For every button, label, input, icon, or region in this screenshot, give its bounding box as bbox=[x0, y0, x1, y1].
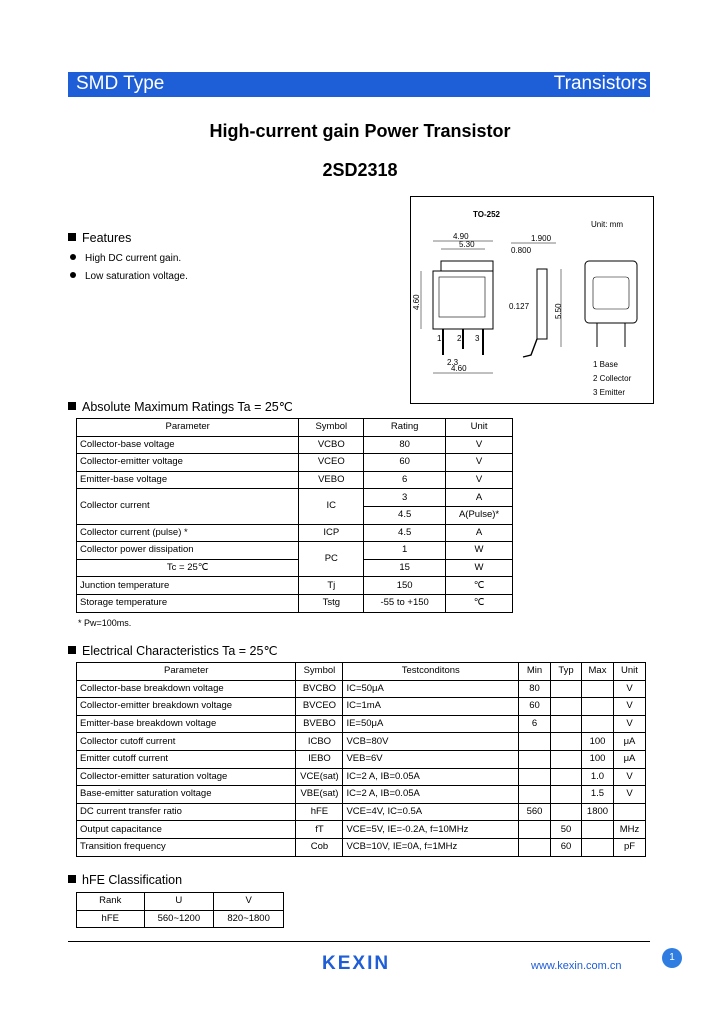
square-bullet-icon bbox=[68, 233, 76, 241]
pin-legend: 3 Emitter bbox=[593, 388, 626, 397]
table-row: Emitter-base voltage VEBO 6 V bbox=[77, 471, 513, 489]
dim-label: 0.127 bbox=[509, 302, 530, 311]
table-row: Collector-emitter voltage VCEO 60 V bbox=[77, 454, 513, 472]
table-row: Rank U V bbox=[77, 893, 284, 911]
bullet-icon bbox=[70, 272, 76, 278]
table-row: Collector-base breakdown voltage BVCBO IC=50μA 80 V bbox=[77, 680, 646, 698]
elec-table bbox=[76, 662, 646, 857]
table-row: Storage temperature Tstg -55 to +150 ℃ bbox=[77, 594, 513, 612]
table-header-row: Parameter Symbol Rating Unit bbox=[77, 419, 513, 437]
table-row: Collector current IC 3 A bbox=[77, 489, 513, 507]
table-row: Collector-base voltage VCBO 80 V bbox=[77, 436, 513, 454]
package-outline-diagram bbox=[411, 197, 653, 403]
header-category: SMD Type bbox=[76, 73, 165, 94]
abs-max-table bbox=[76, 418, 513, 613]
dim-label: 0.800 bbox=[511, 246, 532, 255]
table-row: hFE 560~1200 820~1800 bbox=[77, 910, 284, 928]
table-row: Emitter cutoff current IEBO VEB=6V 100 μA bbox=[77, 750, 646, 768]
table-row: DC current transfer ratio hFE VCE=4V, IC=0.5A 560 1800 bbox=[77, 803, 646, 821]
hfe-heading: hFE Classification bbox=[68, 873, 182, 887]
package-drawing bbox=[410, 196, 654, 404]
dim-label: 4.60 bbox=[412, 294, 421, 310]
table-header-row: Parameter Symbol Testconditons Min Typ Max Unit bbox=[77, 663, 646, 681]
bullet-icon bbox=[70, 254, 76, 260]
table-row: Collector cutoff current ICBO VCB=80V 100 μA bbox=[77, 733, 646, 751]
dim-label: 4.90 bbox=[453, 232, 469, 241]
footnote: * Pw=100ms. bbox=[78, 618, 132, 628]
features-heading: Features bbox=[68, 231, 131, 245]
pin-legend: 1 Base bbox=[593, 360, 618, 369]
hfe-table bbox=[76, 892, 284, 928]
header-bar bbox=[68, 72, 650, 97]
unit-label: Unit: mm bbox=[591, 220, 623, 229]
page-number: 1 bbox=[662, 948, 682, 968]
square-bullet-icon bbox=[68, 646, 76, 654]
feature-item: Low saturation voltage. bbox=[70, 271, 188, 282]
dim-label: 4.60 bbox=[451, 364, 467, 373]
table-row: Emitter-base breakdown voltage BVEBO IE=50μA 6 V bbox=[77, 715, 646, 733]
table-row: Output capacitance fT VCE=5V, IE=-0.2A, f=10MHz 50 MHz bbox=[77, 821, 646, 839]
kexin-logo: KEXIN bbox=[322, 953, 391, 974]
abs-max-heading: Absolute Maximum Ratings Ta = 25℃ bbox=[68, 399, 293, 414]
header-product-type: Transistors bbox=[553, 73, 647, 94]
square-bullet-icon bbox=[68, 875, 76, 883]
elec-heading: Electrical Characteristics Ta = 25℃ bbox=[68, 643, 277, 658]
table-row: Collector current (pulse) * ICP 4.5 A bbox=[77, 524, 513, 542]
table-row: Transition frequency Cob VCB=10V, IE=0A, f=1MHz 60 pF bbox=[77, 838, 646, 856]
page-title: High-current gain Power Transistor bbox=[209, 121, 511, 141]
square-bullet-icon bbox=[68, 402, 76, 410]
table-row: Collector-emitter breakdown voltage BVCEO IC=1mA 60 V bbox=[77, 698, 646, 716]
pin-number: 2 bbox=[457, 334, 462, 343]
dim-label: 1.900 bbox=[531, 234, 552, 243]
table-row: Collector-emitter saturation voltage VCE(sat) IC=2 A, IB=0.05A 1.0 V bbox=[77, 768, 646, 786]
footer-divider bbox=[68, 941, 650, 942]
table-row: Tc = 25℃ 15 W bbox=[77, 559, 513, 577]
pin-number: 3 bbox=[475, 334, 480, 343]
table-row: 4.5 A(Pulse)* bbox=[77, 506, 513, 524]
table-row: Junction temperature Tj 150 ℃ bbox=[77, 577, 513, 595]
pin-number: 1 bbox=[437, 334, 442, 343]
feature-item: High DC current gain. bbox=[70, 253, 181, 264]
package-name: TO-252 bbox=[473, 210, 500, 219]
table-row: Base-emitter saturation voltage VBE(sat) IC=2 A, IB=0.05A 1.5 V bbox=[77, 786, 646, 804]
part-number: 2SD2318 bbox=[322, 160, 398, 180]
pin-legend: 2 Collector bbox=[593, 374, 632, 383]
table-row: Collector power dissipation PC 1 W bbox=[77, 542, 513, 560]
dim-label: 2.3 bbox=[447, 358, 459, 367]
dim-label: 5.50 bbox=[554, 303, 563, 319]
dim-label: 5.30 bbox=[459, 240, 475, 249]
footer-url[interactable]: www.kexin.com.cn bbox=[531, 960, 622, 972]
